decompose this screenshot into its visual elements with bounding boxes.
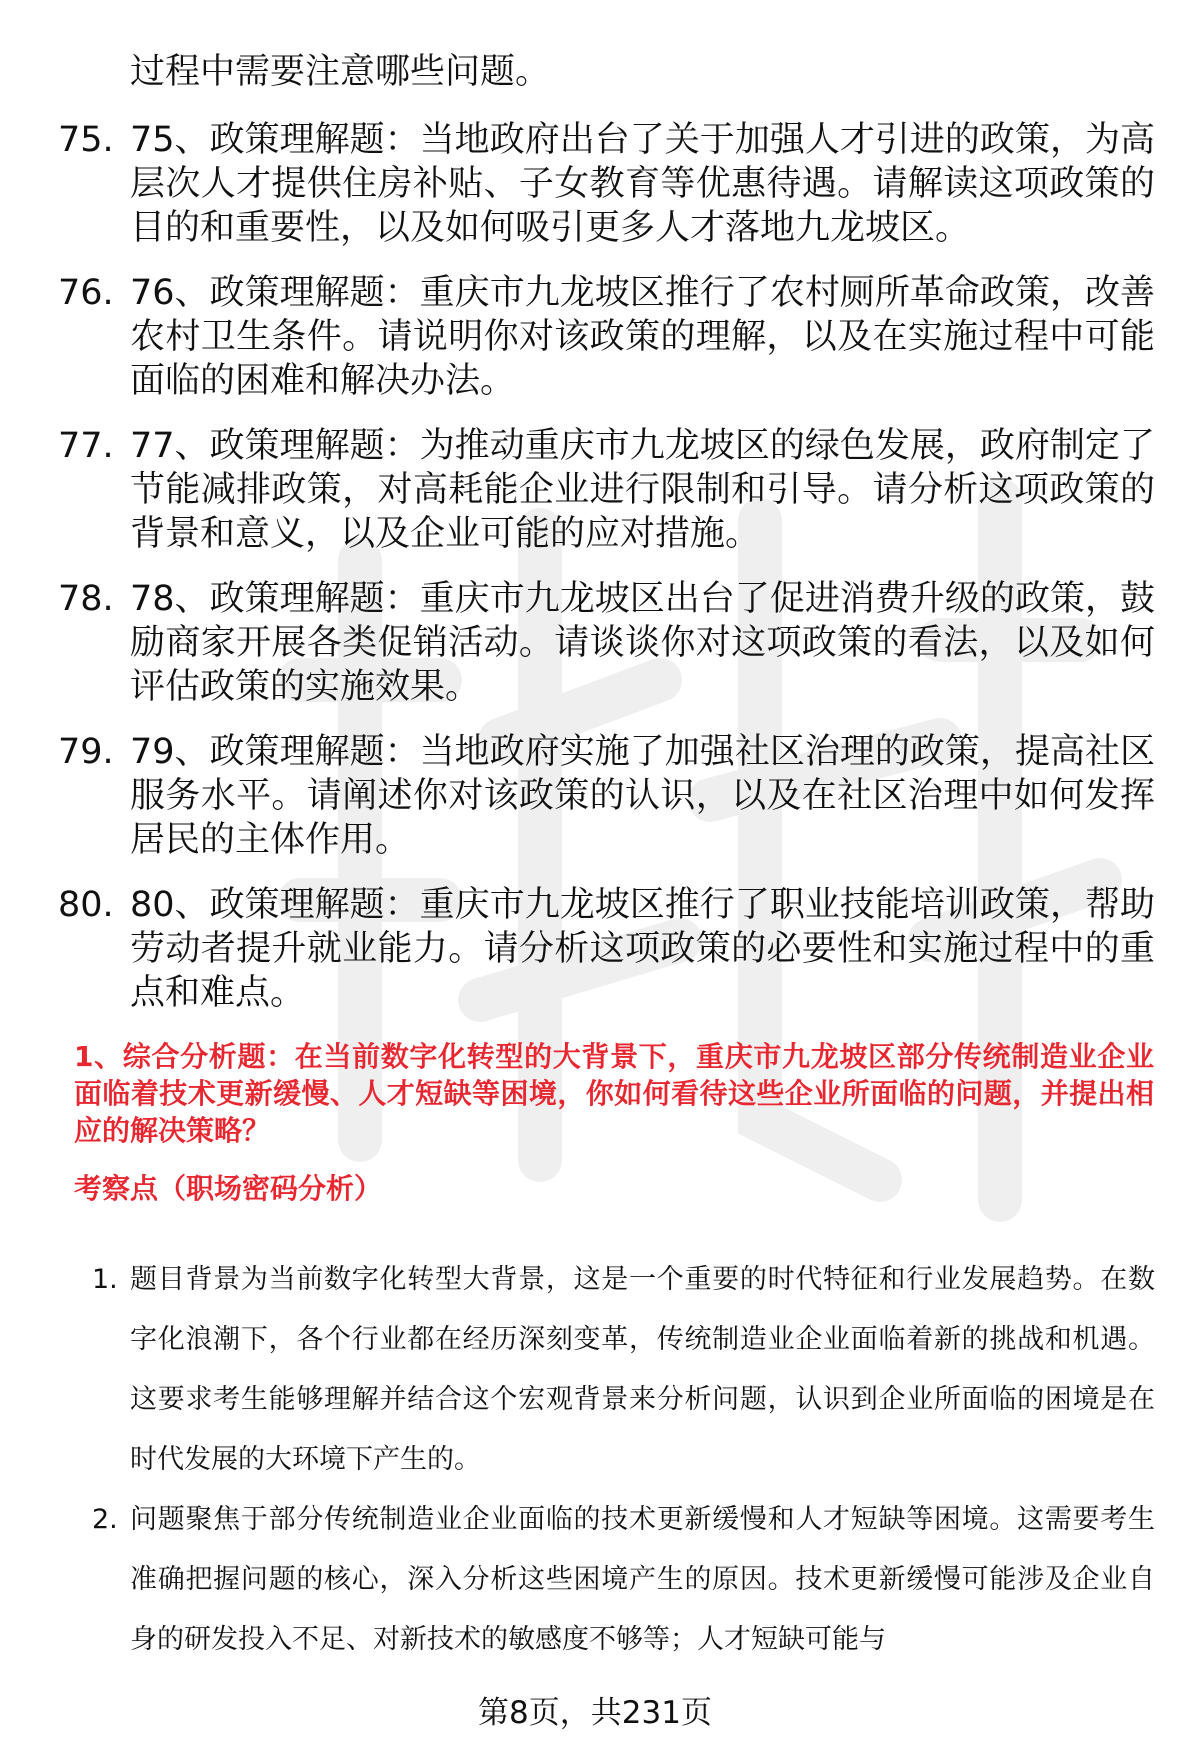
question-number: 78.: [58, 579, 114, 619]
point-text: 问题聚焦于部分传统制造业企业面临的技术更新缓慢和人才短缺等困境。这需要考生准确把握问题的核心，深入分析这些困境产生的原因。技术更新缓慢可能涉及企业自身的研发投入不足、对新技术的敏感度不够等；人才短缺可能与: [130, 1504, 1155, 1655]
analysis-subheading: 考察点（职场密码分析）: [74, 1172, 383, 1205]
question-text: 76、政策理解题：重庆市九龙坡区推行了农村厕所革命政策，改善农村卫生条件。请说明你对该政策的理解，以及在实施过程中可能面临的困难和解决办法。: [130, 273, 1155, 401]
question-list: [0, 118, 1190, 1036]
page-footer: 第8页，共231页: [478, 1695, 712, 1731]
point-number: 1.: [92, 1264, 118, 1295]
question-text: 79、政策理解题：当地政府实施了加强社区治理的政策，提高社区服务水平。请阐述你对该政策的认识，以及在社区治理中如何发挥居民的主体作用。: [130, 732, 1155, 860]
list-item: [0, 1490, 1190, 1670]
question-number: 80.: [58, 885, 114, 925]
question-text: 75、政策理解题：当地政府出台了关于加强人才引进的政策，为高层次人才提供住房补贴、子女教育等优惠待遇。请解读这项政策的目的和重要性，以及如何吸引更多人才落地九龙坡区。: [130, 120, 1155, 248]
list-item: [0, 730, 1190, 862]
question-text: 77、政策理解题：为推动重庆市九龙坡区的绿色发展，政府制定了节能减排政策，对高耗能企业进行限制和引导。请分析这项政策的背景和意义，以及企业可能的应对措施。: [130, 426, 1155, 554]
question-number: 75.: [58, 120, 114, 160]
list-item: [0, 118, 1190, 250]
question-number: 79.: [58, 732, 114, 772]
question-text: 78、政策理解题：重庆市九龙坡区出台了促进消费升级的政策，鼓励商家开展各类促销活动。请谈谈你对这项政策的看法，以及如何评估政策的实施效果。: [130, 579, 1155, 707]
question-number: 77.: [58, 426, 114, 466]
analysis-points: [0, 1250, 1190, 1670]
list-item: [0, 577, 1190, 709]
analysis-heading: 1、综合分析题：在当前数字化转型的大背景下，重庆市九龙坡区部分传统制造业企业面临着技术更新缓慢、人才短缺等困境，你如何看待这些企业所面临的问题，并提出相应的解决策略？: [74, 1040, 1154, 1147]
question-text: 80、政策理解题：重庆市九龙坡区推行了职业技能培训政策，帮助劳动者提升就业能力。请分析这项政策的必要性和实施过程中的重点和难点。: [130, 885, 1155, 1013]
continuation-text: 过程中需要注意哪些问题。: [130, 52, 551, 92]
list-item: [0, 424, 1190, 556]
point-number: 2.: [92, 1504, 118, 1535]
point-text: 题目背景为当前数字化转型大背景，这是一个重要的时代特征和行业发展趋势。在数字化浪潮下，各个行业都在经历深刻变革，传统制造业企业面临着新的挑战和机遇。这要求考生能够理解并结合这个宏观背景来分析问题，认识到企业所面临的困境是在时代发展的大环境下产生的。: [130, 1264, 1155, 1475]
list-item: [0, 271, 1190, 403]
list-item: [0, 1250, 1190, 1490]
question-number: 76.: [58, 273, 114, 313]
list-item: [0, 883, 1190, 1015]
